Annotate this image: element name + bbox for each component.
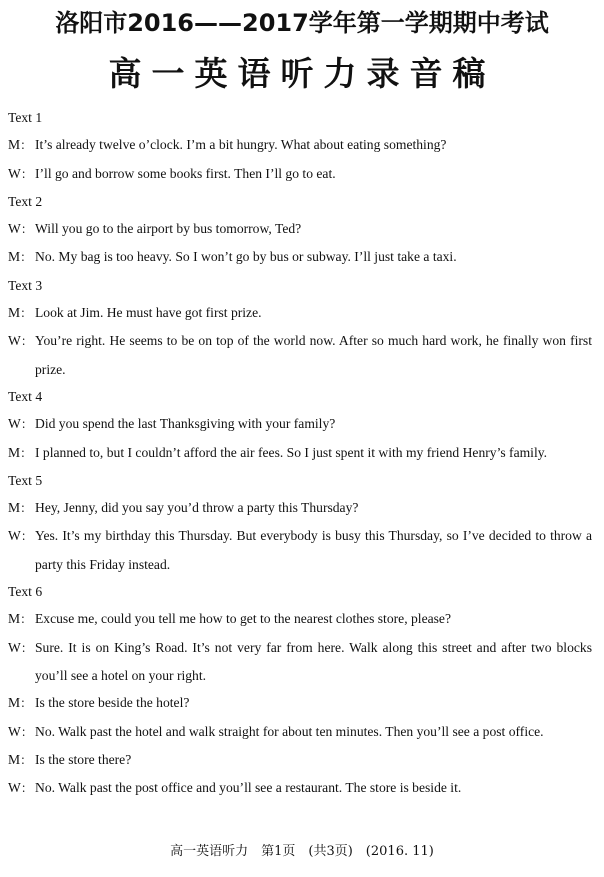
speaker-label: W： bbox=[8, 221, 33, 237]
speaker-label: W： bbox=[8, 780, 33, 796]
dialogue-text: I planned to, but I couldn’t afford the air fees. So I just spent it with my friend Henry’s family. bbox=[35, 444, 548, 460]
speaker-label: M： bbox=[8, 695, 33, 711]
section-text-3 bbox=[8, 272, 592, 383]
dialogue-line bbox=[8, 243, 592, 271]
page-footer: 高一英语听力 第1页 (共3页) (2016. 11) bbox=[170, 844, 434, 859]
dialogue-text: Look at Jim. He must have got first prize. bbox=[35, 305, 262, 321]
dialogue-text: Hey, Jenny, did you say you’d throw a party this Thursday? bbox=[35, 500, 359, 516]
speaker-label: W： bbox=[8, 723, 33, 739]
dialogue-text: Is the store there? bbox=[35, 751, 132, 767]
dialogue-line bbox=[8, 160, 592, 188]
dialogue-line bbox=[8, 494, 592, 522]
document-subtitle: 高一英语听力录音稿 bbox=[108, 54, 496, 93]
dialogue-text: No. Walk past the hotel and walk straight for about ten minutes. Then you’ll see a post office. bbox=[35, 723, 544, 739]
section-heading: Text 5 bbox=[8, 472, 43, 488]
dialogue-line bbox=[8, 718, 592, 746]
dialogue-text: I’ll go and borrow some books first. Then I’ll go to eat. bbox=[35, 165, 336, 181]
dialogue-line bbox=[8, 410, 592, 438]
section-text-4 bbox=[8, 383, 592, 467]
dialogue-text: Yes. It’s my birthday this Thursday. But everybody is busy this Thursday, so I’ve decided to throw a party this Friday instead. bbox=[35, 528, 592, 572]
section-heading: Text 2 bbox=[8, 193, 43, 209]
section-text-2 bbox=[8, 188, 592, 272]
speaker-label: M： bbox=[8, 249, 33, 265]
dialogue-text: No. My bag is too heavy. So I won’t go by bus or subway. I’ll just take a taxi. bbox=[35, 249, 457, 265]
section-heading: Text 6 bbox=[8, 584, 43, 600]
dialogue-text: It’s already twelve o’clock. I’m a bit hungry. What about eating something? bbox=[35, 137, 447, 153]
dialogue-text: Will you go to the airport by bus tomorrow, Ted? bbox=[35, 221, 302, 237]
dialogue-line bbox=[8, 327, 592, 383]
dialogue-text: Did you spend the last Thanksgiving with your family? bbox=[35, 416, 336, 432]
speaker-label: W： bbox=[8, 416, 33, 432]
dialogue-text: Excuse me, could you tell me how to get to the nearest clothes store, please? bbox=[35, 611, 451, 627]
dialogue-line bbox=[8, 746, 592, 774]
speaker-label: W： bbox=[8, 333, 33, 349]
speaker-label: M： bbox=[8, 751, 33, 767]
section-text-6 bbox=[8, 578, 592, 802]
dialogue-line bbox=[8, 634, 592, 690]
dialogue-line bbox=[8, 439, 592, 467]
dialogue-line bbox=[8, 689, 592, 717]
speaker-label: W： bbox=[8, 639, 33, 655]
speaker-label: M： bbox=[8, 305, 33, 321]
dialogue-text: Is the store beside the hotel? bbox=[35, 695, 190, 711]
section-heading: Text 3 bbox=[8, 277, 43, 293]
dialogue-line bbox=[8, 299, 592, 327]
dialogue-line bbox=[8, 522, 592, 578]
section-heading: Text 4 bbox=[8, 388, 43, 404]
speaker-label: M： bbox=[8, 500, 33, 516]
document-title: 洛阳市2016——2017学年第一学期期中考试 bbox=[55, 9, 549, 37]
section-heading: Text 1 bbox=[8, 110, 43, 125]
speaker-label: M： bbox=[8, 444, 33, 460]
dialogue-line bbox=[8, 605, 592, 633]
dialogue-line bbox=[8, 131, 592, 159]
section-text-1 bbox=[8, 104, 592, 188]
speaker-label: M： bbox=[8, 137, 33, 153]
dialogue-text: Sure. It is on King’s Road. It’s not very far from here. Walk along this street and after two blocks you’ll see a hotel on your right. bbox=[35, 639, 592, 683]
speaker-label: W： bbox=[8, 165, 33, 181]
dialogue-text: You’re right. He seems to be on top of the world now. After so much hard work, he finally won first prize. bbox=[35, 333, 592, 377]
transcript-body bbox=[8, 104, 592, 802]
section-text-5 bbox=[8, 467, 592, 578]
dialogue-line bbox=[8, 215, 592, 243]
speaker-label: W： bbox=[8, 528, 33, 544]
dialogue-text: No. Walk past the post office and you’ll see a restaurant. The store is beside it. bbox=[35, 780, 462, 796]
speaker-label: M： bbox=[8, 611, 33, 627]
dialogue-line bbox=[8, 774, 592, 802]
